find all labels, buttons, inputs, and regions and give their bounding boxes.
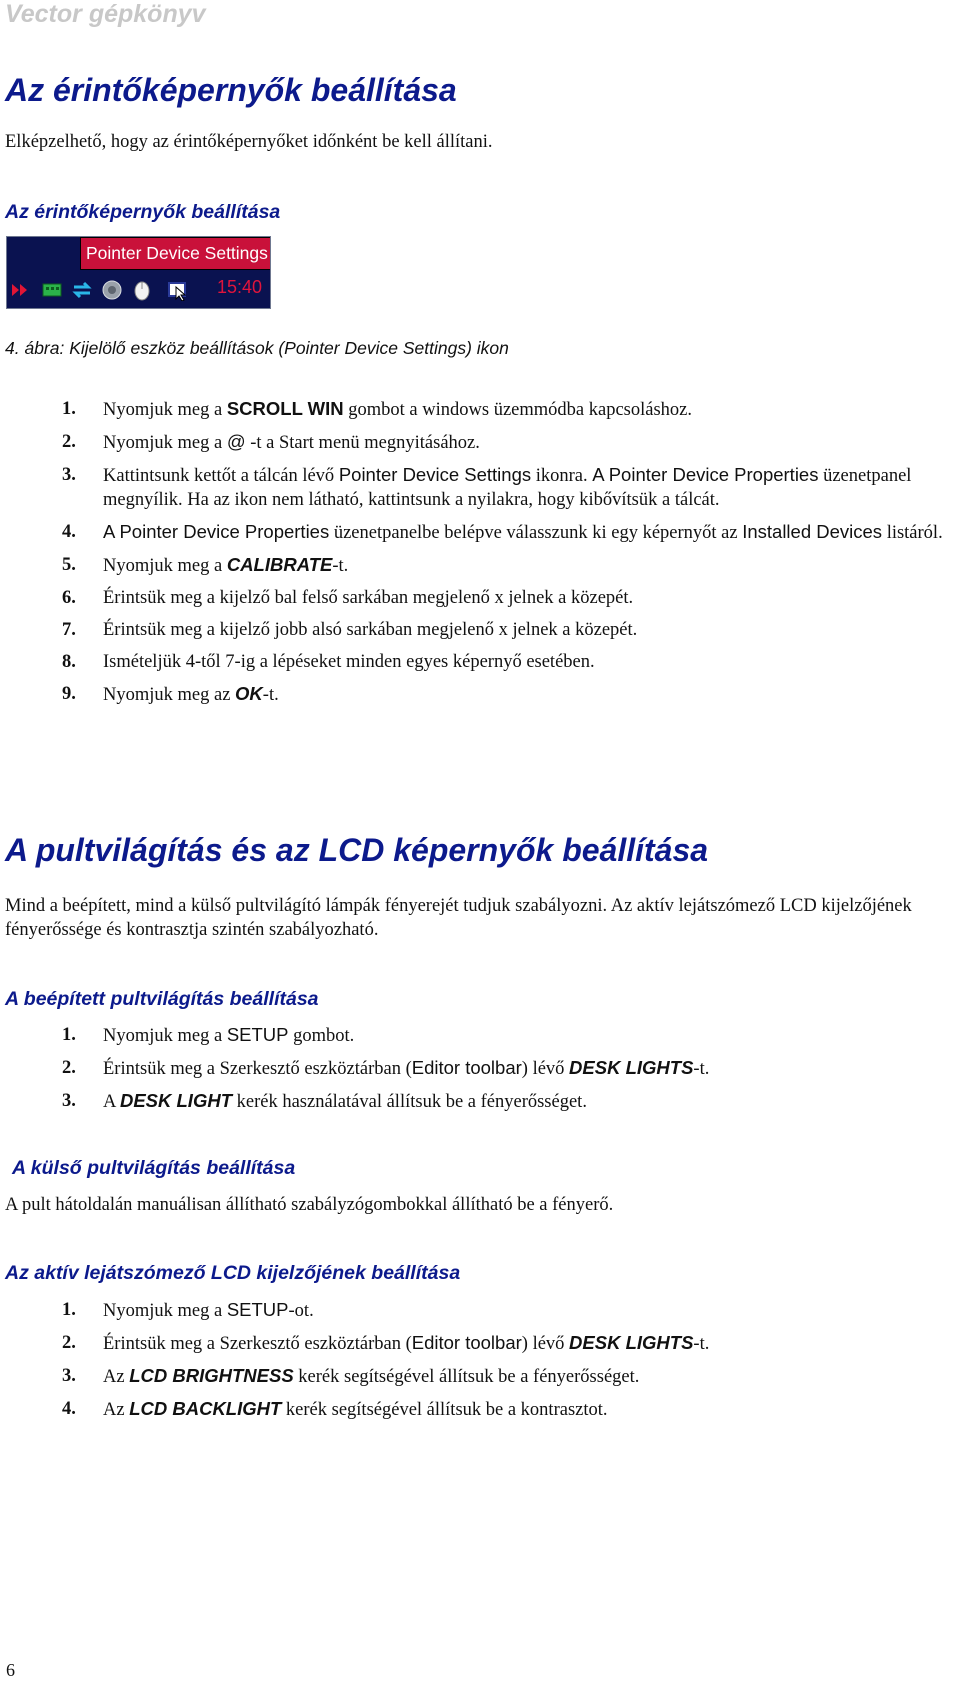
section-intro-touchscreen: Elképzelhető, hogy az érintőképernyőket időnként be kell állítani. xyxy=(5,132,493,152)
taskbar-screenshot xyxy=(6,236,271,309)
subsection-title-builtin-lights: A beépített pultvilágítás beállítása xyxy=(5,988,319,1010)
transfer-arrows-icon xyxy=(71,279,93,301)
list-item: 3. A DESK LIGHT kerék használatával állítsuk be a fényerősséget. xyxy=(62,1090,587,1112)
figure-caption: 4. ábra: Kijelölő eszköz beállítások (Pointer Device Settings) ikon xyxy=(5,338,509,358)
touchscreen-steps-list xyxy=(62,397,952,715)
mouse-icon xyxy=(131,279,153,301)
expand-arrows-icon xyxy=(10,279,32,301)
list-item: 6. Érintsük meg a kijelző bal felső sarkában megjelenő x jelnek a közepét. xyxy=(62,588,634,608)
list-item: 9. Nyomjuk meg az OK-t. xyxy=(62,683,279,705)
lcd-steps-list xyxy=(62,1298,952,1430)
section-title-desk-lights: A pultvilágítás és az LCD képernyők beállítása xyxy=(5,832,709,868)
subsection-title-touchscreen: Az érintőképernyők beállítása xyxy=(5,201,281,223)
list-item: 1. Nyomjuk meg a SETUP-ot. xyxy=(62,1299,314,1321)
list-item: 5. Nyomjuk meg a CALIBRATE-t. xyxy=(62,554,349,576)
list-item: 7. Érintsük meg a kijelző jobb alsó sarkában megjelenő x jelnek a közepét. xyxy=(62,620,638,640)
list-item: 2. Érintsük meg a Szerkesztő eszköztárban (Editor toolbar) lévő DESK LIGHTS-t. xyxy=(62,1057,710,1079)
list-item: 3. Kattintsunk kettőt a tálcán lévő Pointer Device Settings ikonra. A Pointer Device Properties üzenetpanel megnyílik. Ha az ikon nem látható, kattintsunk a nyilakra, hogy kibővítsük a tálcát. xyxy=(62,464,912,510)
list-item: 8. Ismételjük 4-től 7-ig a lépéseket minden egyes képernyő esetében. xyxy=(62,652,595,672)
section-intro-desk-lights: Mind a beépített, mind a külső pultvilágító lámpák fényerejét tudjuk szabályozni. Az aktív lejátszómező LCD kijelzőjének fényerőssége és kontrasztja szintén szabályozható. xyxy=(5,896,912,940)
page-number: 6 xyxy=(6,1660,15,1680)
section-title-touchscreen: Az érintőképernyők beállítása xyxy=(5,72,457,108)
list-item: 2. Érintsük meg a Szerkesztő eszköztárban (Editor toolbar) lévő DESK LIGHTS-t. xyxy=(62,1332,710,1354)
list-item: 1. Nyomjuk meg a SCROLL WIN gombot a windows üzemmódba kapcsoláshoz. xyxy=(62,398,693,420)
subsection-title-lcd: Az aktív lejátszómező LCD kijelzőjének beállítása xyxy=(5,1262,461,1284)
tooltip-pointer-device-settings: Pointer Device Settings xyxy=(80,237,271,270)
list-item: 2. Nyomjuk meg a @ -t a Start menü megnyitásához. xyxy=(62,431,480,453)
subsection-title-external-lights: A külső pultvilágítás beállítása xyxy=(12,1157,296,1179)
list-item: 4. A Pointer Device Properties üzenetpanelbe belépve válasszunk ki egy képernyőt az Installed Devices listáról. xyxy=(62,521,943,543)
list-item: 1. Nyomjuk meg a SETUP gombot. xyxy=(62,1024,355,1046)
list-item: 3. Az LCD BRIGHTNESS kerék segítségével állítsuk be a fényerősséget. xyxy=(62,1365,640,1387)
pointer-device-settings-icon xyxy=(167,279,189,301)
network-card-icon xyxy=(41,279,63,301)
builtin-lights-steps-list xyxy=(62,1023,952,1122)
external-lights-text: A pult hátoldalán manuálisan állítható szabályzógombokkal állítható be a fényerő. xyxy=(5,1195,614,1215)
document-header: Vector gépkönyv xyxy=(5,0,206,28)
speaker-icon xyxy=(101,279,123,301)
taskbar-clock: 15:40 xyxy=(216,277,262,297)
list-item: 4. Az LCD BACKLIGHT kerék segítségével állítsuk be a kontrasztot. xyxy=(62,1398,608,1420)
